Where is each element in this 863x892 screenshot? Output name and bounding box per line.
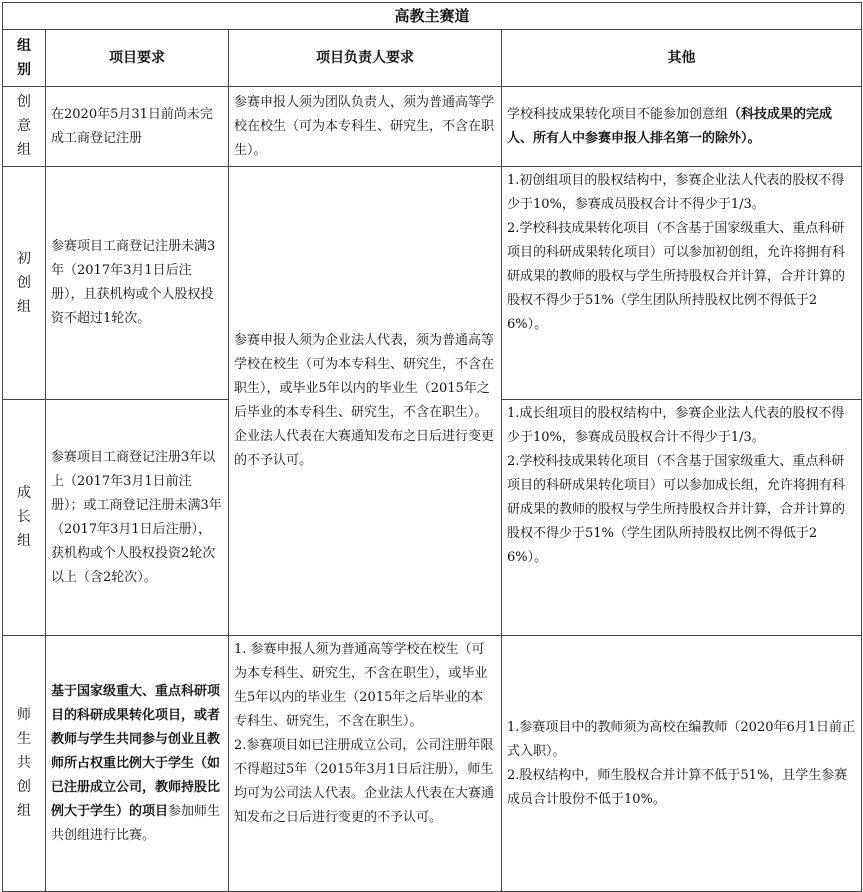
header-other: 其他	[502, 30, 862, 87]
header-leader-requirements: 项目负责人要求	[229, 30, 502, 87]
growth-other: 1.成长组项目的股权结构中，参赛企业法人代表的股权不得少于10%，参赛成员股权合计不得少于1/3。 2.学校科技成果转化项目（不含基于国家级重大、重点科研项目的科研成果转化项目）可以参加成长组，允许将拥有科研成果的教师的股权与学生所持股权合并计算，合并计算的股权不得少于51%（学生团队所持股权比例不得低于26%）。	[502, 400, 862, 636]
group-creative: 创意组	[3, 87, 46, 167]
teacher-student-leader: 1. 参赛申报人须为普通高等学校在校生（可为本专科生、研究生，不含在职生），或毕业生5年以内的毕业生（2015年之后毕业的本专科生、研究生，不含在职生）。 2.参赛项目如已注册成立公司，公司注册年限不得超过5年（2015年3月1日后注册），师生均可为公司法人代表。企业法人代表在大赛通知发布之日后进行变更的不予认可。	[229, 636, 502, 892]
teacher-student-other: 1.参赛项目中的教师须为高校在编教师（2020年6月1日前正式入职）。 2.股权结构中，师生股权合并计算不低于51%，且学生参赛成员合计股份不低于10%。	[502, 636, 862, 892]
creative-leader: 参赛申报人须为团队负责人，须为普通高等学校在校生（可为本专科生、研究生，不含在职生）。	[229, 87, 502, 167]
startup-other: 1.初创组项目的股权结构中，参赛企业法人代表的股权不得少于10%，参赛成员股权合计不得少于1/3。 2.学校科技成果转化项目（不含基于国家级重大、重点科研项目的科研成果转化项目）可以参加初创组，允许将拥有科研成果的教师的股权与学生所持股权合并计算，合并计算的股权不得少于51%（学生团队所持股权比例不得低于26%）。	[502, 167, 862, 400]
group-teacher-student: 师生共创组	[3, 636, 46, 892]
startup-requirements: 参赛项目工商登记注册未满3年（2017年3月1日后注册），且获机构或个人股权投资不超过1轮次。	[46, 167, 229, 400]
creative-requirements: 在2020年5月31日前尚未完成工商登记注册	[46, 87, 229, 167]
shared-leader-requirements: 参赛申报人须为企业法人代表，须为普通高等学校在校生（可为本专科生、研究生，不含在职生），或毕业5年以内的毕业生（2015年之后毕业的本专科生、研究生，不含在职生）。企业法人代表在大赛通知发布之日后进行变更的不予认可。	[229, 167, 502, 636]
table-row	[3, 87, 862, 167]
group-startup: 初创组	[3, 167, 46, 400]
table-row	[3, 167, 862, 400]
table-title: 高教主赛道	[3, 3, 862, 30]
header-group: 组别	[3, 30, 46, 87]
competition-rules-table	[2, 2, 862, 892]
teacher-student-requirements: 基于国家级重大、重点科研项目的科研成果转化项目，或者教师与学生共同参与创业且教师所占权重比例大于学生（如已注册成立公司，教师持股比例大于学生）的项目参加师生共创组进行比赛。	[46, 636, 229, 892]
creative-other: 学校科技成果转化项目不能参加创意组（科技成果的完成人、所有人中参赛申报人排名第一的除外）。	[502, 87, 862, 167]
group-growth: 成长组	[3, 400, 46, 636]
header-requirements: 项目要求	[46, 30, 229, 87]
table-row	[3, 636, 862, 892]
growth-requirements: 参赛项目工商登记注册3年以上（2017年3月1日前注册）；或工商登记注册未满3年（2017年3月1日后注册），获机构或个人股权投资2轮次以上（含2轮次）。	[46, 400, 229, 636]
